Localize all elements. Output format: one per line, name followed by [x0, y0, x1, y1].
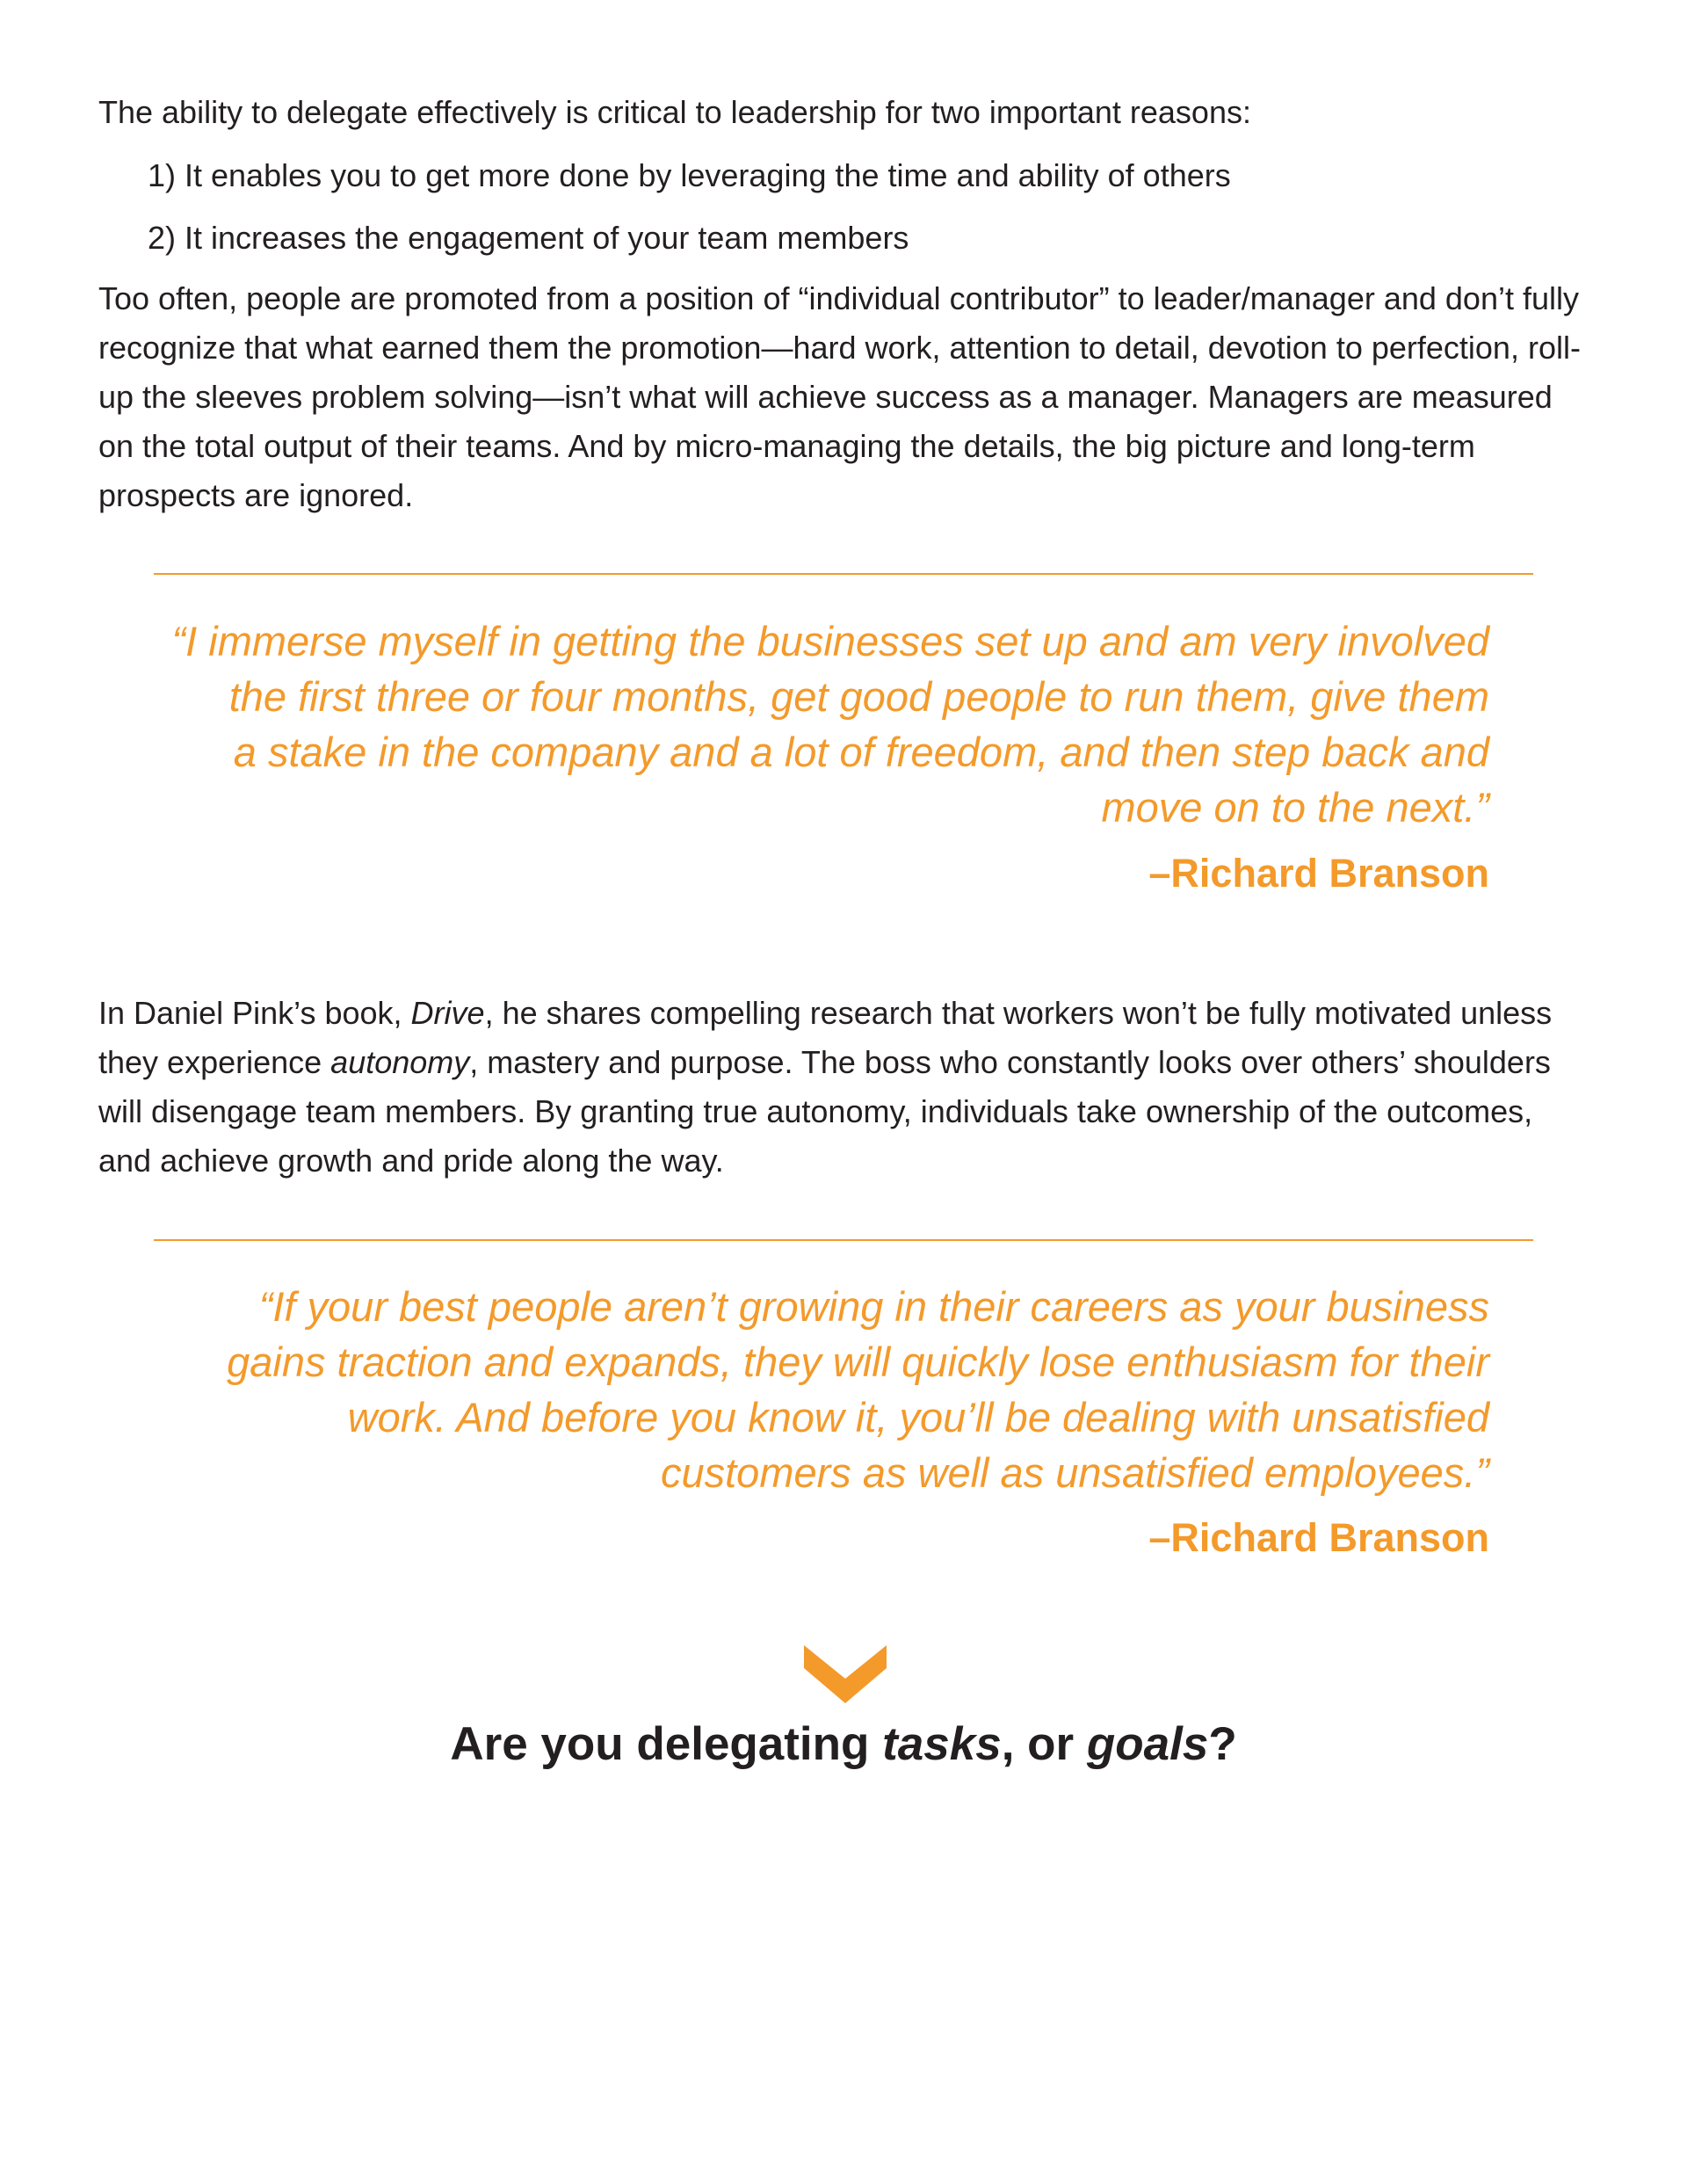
quote-line: “If your best people aren’t growing in their careers as your business [258, 1283, 1489, 1330]
quote-line: a stake in the company and a lot of freedom, and then step back and [233, 729, 1489, 775]
cta-part2: , or [1001, 1718, 1087, 1770]
quote-line: move on to the next.” [1101, 784, 1489, 831]
quote-line: gains traction and expands, they will quickly lose enthusiasm for their [227, 1339, 1489, 1385]
cta-part3: ? [1208, 1718, 1237, 1770]
autonomy-emphasis: autonomy [330, 1044, 470, 1080]
branson-quote-2 [154, 1279, 1489, 1500]
drive-text-part1: In Daniel Pink’s book, [98, 995, 411, 1031]
quote-line: “I immerse myself in getting the businesses set up and am very involved [171, 618, 1489, 664]
reason-item-1: 1) It enables you to get more done by leveraging the time and ability of others [148, 157, 1231, 193]
closing-question [0, 1714, 1687, 1775]
quote-divider-2 [154, 1239, 1533, 1241]
book-title: Drive [410, 995, 485, 1031]
promotion-paragraph: Too often, people are promoted from a position of “individual contributor” to leader/manager and don’t fully recognize that what earned them the promotion—hard work, attention to detail, devotion to perfection, roll-up the sleeves problem solving—isn’t what will achieve success as a manager. Managers are measured on the total output of their teams. And by micro-managing the details, the big picture and long-term prospects are ignored. [98, 280, 1581, 513]
cta-goals: goals [1086, 1718, 1209, 1770]
quote-line: the first three or four months, get good people to run them, give them [228, 673, 1489, 720]
branson-quote-1 [154, 613, 1489, 835]
quote-attribution-2: –Richard Branson [1148, 1515, 1489, 1560]
drive-text-part2: , he shares compelling research that workers won’t be fully motivated unless they experience [98, 995, 1553, 1080]
quote-attribution-1: –Richard Branson [1148, 851, 1489, 896]
quote-line: work. And before you know it, you’ll be dealing with unsatisfied [347, 1394, 1489, 1440]
cta-tasks: tasks [882, 1718, 1002, 1770]
intro-paragraph: The ability to delegate effectively is critical to leadership for two important reasons: [98, 94, 1251, 130]
chevron-down-icon [804, 1645, 887, 1703]
quote-line: customers as well as unsatisfied employees.” [660, 1449, 1489, 1496]
drive-paragraph [98, 989, 1592, 1186]
cta-part1: Are you delegating [450, 1718, 883, 1770]
reason-item-2: 2) It increases the engagement of your team members [148, 220, 909, 256]
quote-divider-1 [154, 573, 1533, 575]
drive-text-part3: , mastery and purpose. The boss who constantly looks over others’ shoulders will disengage team members. By granting true autonomy, individuals take ownership of the outcomes, and achieve growth and pride along the way. [98, 1044, 1551, 1179]
